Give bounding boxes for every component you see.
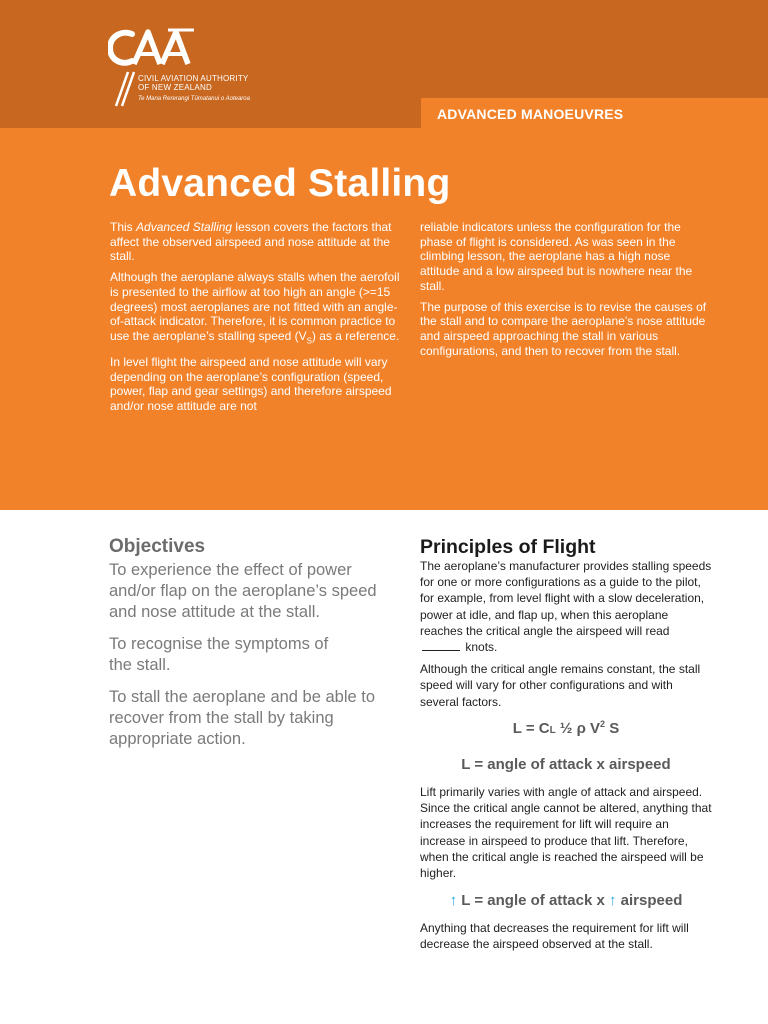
up-arrow-icon: ↑ [449, 892, 458, 909]
logo-maori-line: Te Mana Rererangi Tūmatanui o Aotearoa [138, 96, 250, 102]
section-tab [421, 98, 768, 128]
up-arrow-icon: ↑ [609, 892, 617, 909]
intro-p2-post: ) as a reference. [311, 328, 400, 343]
principles-p1-unit: knots. [465, 640, 498, 655]
objective-item: To stall the aeroplane and be able to recover from the stall by taking appropriate action. [109, 688, 376, 748]
lift-formula [420, 719, 712, 737]
intro-paragraph-3: In level flight the airspeed and nose attitude will vary depending on the aeroplane’s configuration (speed, power, flap and gear settings) and therefore airspeed and/or nose attitude are not [110, 355, 392, 414]
formula1-part-a: L = C [512, 720, 550, 737]
objectives-heading: Objectives [109, 536, 206, 557]
principles-p1-text: The aeroplane’s manufacturer provides stalling speeds for one or more configurations as a guide to the pilot, for example, from level flight with a slow deceleration, power at idle, and flap up, when this aeroplane reaches the critical angle the airspeed will read [420, 559, 712, 638]
blank-line [422, 640, 460, 651]
formula1-part-b: ½ ρ V [555, 720, 601, 737]
objective-item: To recognise the symptoms of the stall. [109, 635, 329, 674]
formula3-part-a: L = angle of attack x [461, 892, 605, 909]
principles-heading: Principles of Flight [420, 536, 596, 558]
objective-item: To experience the effect of power and/or flap on the aeroplane’s speed and nose attitude at the stall. [109, 561, 377, 621]
section-label: ADVANCED MANOEUVRES [437, 106, 624, 122]
intro-p1-emphasis: Advanced Stalling [136, 220, 233, 234]
caa-logo [108, 26, 278, 112]
formula1-superscript: 2 [600, 719, 606, 729]
caa-logo-icon [108, 26, 200, 72]
principles-paragraph-4: Anything that decreases the requirement for lift will decrease the airspeed observed at the stall. [420, 921, 689, 952]
intro-paragraph-2 [110, 270, 400, 349]
formula1-subscript: L [549, 725, 556, 736]
principles-paragraph-2: Although the critical angle remains constant, the stall speed will vary for other configurations and with several factors. [420, 662, 701, 709]
logo-org-line1: CIVIL AVIATION AUTHORITY [138, 74, 249, 83]
intro-paragraph-4: reliable indicators unless the configuration for the phase of flight is considered. As was seen in the climbing lesson, the aeroplane has a high nose attitude and a low airspeed but is nowhere near the stall. [420, 220, 693, 293]
intro-column-right [420, 220, 712, 364]
intro-p2-pre: Although the aeroplane always stalls when the aerofoil is presented to the airflow at too high an angle (>=15 degrees) most aeroplanes are not fitted with an angle-of-attack indicator. Therefore, it is common practice to use the aeroplane’s stalling speed (V [110, 270, 400, 343]
formula1-part-c: S [605, 720, 620, 737]
page-title: Advanced Stalling [109, 162, 451, 205]
intro-paragraph-1 [110, 220, 400, 264]
intro-paragraph-5: The purpose of this exercise is to revise the causes of the stall and to compare the aeroplane’s nose attitude and airspeed approaching the stall in various configurations, and then to recover from the stall. [420, 299, 707, 358]
intro-column-left [110, 220, 400, 420]
principles-paragraph-3: Lift primarily varies with angle of attack and airspeed. Since the critical angle cannot be altered, anything that increases the requirement for lift will require an increase in airspeed to produce that lift. Therefore, when the critical angle is reached the airspeed will be higher. [420, 785, 712, 881]
intro-p2-subscript: S [306, 336, 312, 346]
principles-body [420, 558, 712, 716]
principles-paragraph-1 [420, 558, 712, 655]
intro-p1-pre: This [110, 220, 137, 234]
intro-p1-post: lesson covers the factors that affect the observed airspeed and nose attitude at the stall. [110, 220, 392, 264]
lift-increase-relation [420, 892, 712, 909]
logo-org-line2: OF NEW ZEALAND [138, 83, 212, 92]
formula3-part-b: airspeed [620, 892, 683, 909]
lift-relation: L = angle of attack x airspeed [461, 756, 671, 773]
objectives-list [109, 560, 399, 761]
